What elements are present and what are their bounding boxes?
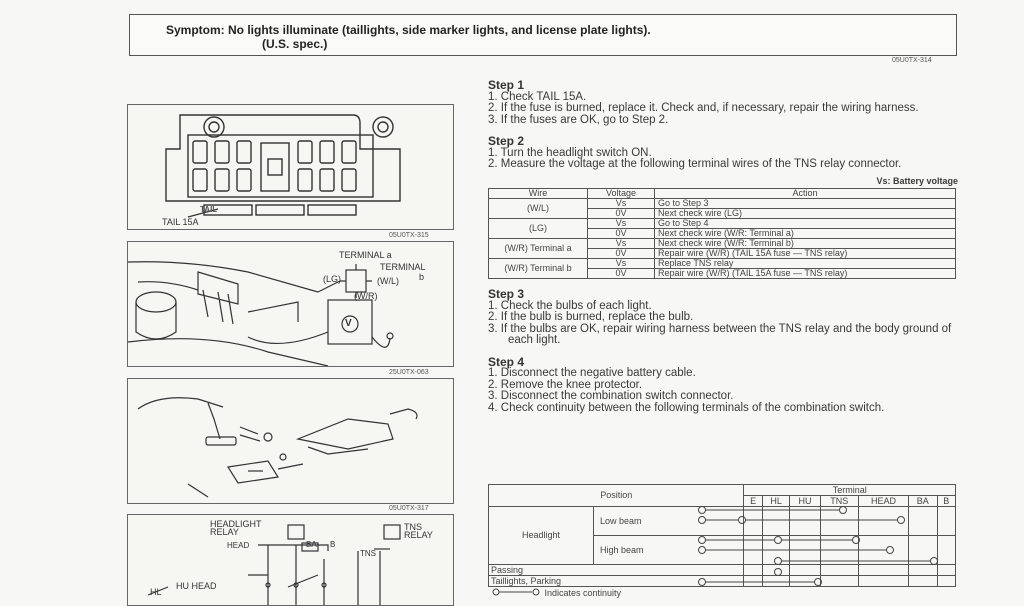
symptom-line2: (U.S. spec.): [262, 37, 328, 51]
terminal-name: B: [937, 496, 955, 507]
table-row: [489, 259, 956, 269]
wl-label: (W/L): [377, 276, 399, 286]
voltage-table: [488, 188, 956, 279]
action-cell: Go to Step 4: [655, 219, 956, 229]
voltage-header: Voltage: [588, 189, 655, 199]
voltage-cell: Vs: [588, 239, 655, 249]
symptom-line1: Symptom: No lights illuminate (taillights, side marker lights, and license plate lights).: [166, 23, 651, 37]
connector-drawing: [128, 242, 453, 366]
terminal-name: HU: [790, 496, 820, 507]
step1-item: 1. Check TAIL 15A.: [488, 90, 587, 103]
table-row: [489, 219, 956, 229]
action-cell: Go to Step 3: [655, 199, 956, 209]
headlight-relay-label: HEADLIGHT RELAY: [210, 519, 262, 537]
position-header: Position: [489, 485, 744, 507]
ba-label: BA: [306, 540, 317, 549]
step1-item: 2. If the fuse is burned, replace it. Check and, if necessary, repair the wiring harness.: [488, 102, 919, 114]
voltage-cell: 0V: [588, 209, 655, 219]
fuse-tail-text: TAIL: [200, 205, 218, 214]
tail-15a-label: TAIL 15A: [162, 217, 199, 227]
b-label: B: [330, 540, 336, 549]
low-beam-cell: Low beam: [594, 507, 744, 536]
continuity-legend: [492, 588, 621, 598]
step2-title: Step 2: [488, 134, 525, 148]
header-code: 05U0TX-314: [892, 57, 932, 64]
bulbs-drawing: [128, 379, 453, 503]
step3-title: Step 3: [488, 287, 525, 301]
taillights-cell: Taillights, Parking: [489, 576, 744, 587]
lg-label: (LG): [323, 274, 341, 284]
continuity-lines: [690, 504, 956, 588]
terminal-name: HEAD: [858, 496, 908, 507]
legend-text: Indicates continuity: [544, 588, 622, 598]
voltmeter-v: V: [345, 318, 352, 329]
action-cell: Next check wire (LG): [655, 209, 956, 219]
terminal-name: HL: [762, 496, 790, 507]
continuity-symbol-icon: [492, 588, 542, 596]
step4-item: 4. Check continuity between the following terminals of the combination switch.: [488, 401, 885, 414]
terminal-header: Terminal: [744, 485, 956, 496]
step4-item: 1. Disconnect the negative battery cable.: [488, 367, 696, 379]
action-cell: Replace TNS relay: [655, 259, 956, 269]
head-label: HEAD: [227, 541, 250, 550]
terminal-name: TNS: [820, 496, 858, 507]
connector-figure: [127, 241, 454, 367]
table-row: [489, 199, 956, 209]
continuity-header-row: [489, 485, 956, 496]
terminal-name: BA: [909, 496, 937, 507]
action-cell: Next check wire (W/R: Terminal a): [655, 229, 956, 239]
action-cell: Next check wire (W/R: Terminal b): [655, 239, 956, 249]
step4-item: 2. Remove the knee protector.: [488, 378, 643, 391]
step3-item: 1. Check the bulbs of each light.: [488, 299, 652, 312]
wire-cell: (W/L): [489, 199, 588, 219]
fig3-code: 05U0TX-317: [389, 505, 429, 512]
voltage-table-header: [489, 189, 956, 199]
terminal-a-label: TERMINAL a: [339, 250, 392, 260]
symptom-box: [129, 14, 957, 56]
bulbs-figure: [127, 378, 454, 504]
step1-title: Step 1: [488, 78, 525, 92]
wire-cell: (W/R) Terminal a: [489, 239, 588, 259]
action-header: Action: [655, 189, 956, 199]
step3-item: 2. If the bulb is burned, replace the bulb.: [488, 311, 694, 323]
terminal-b-label: TERMINAL b: [380, 262, 426, 282]
wire-cell: (LG): [489, 219, 588, 239]
symptom-text: [166, 23, 651, 51]
tns-relay-label: TNS RELAY: [404, 522, 433, 540]
step4-title: Step 4: [488, 354, 525, 369]
fig2-code: 25U0TX-063: [389, 369, 429, 376]
voltage-cell: Vs: [588, 199, 655, 209]
hl-label: HL: [150, 587, 162, 597]
headlight-cell: Headlight: [489, 507, 594, 565]
wiring-figure: [127, 514, 454, 606]
wire-cell: (W/R) Terminal b: [489, 259, 588, 279]
tns-label: TNS: [360, 549, 376, 558]
fig1-code: 05U0TX-315: [389, 232, 429, 239]
fuse-box-drawing: [128, 105, 453, 229]
voltage-cell: 0V: [588, 229, 655, 239]
table-row: [489, 239, 956, 249]
step4-item: 3. Disconnect the combination switch connector.: [488, 390, 734, 402]
passing-cell: Passing: [489, 565, 744, 576]
high-beam-cell: High beam: [594, 536, 744, 565]
step2-item: 1. Turn the headlight switch ON.: [488, 146, 652, 159]
battery-voltage-note: Vs: Battery voltage: [876, 175, 958, 186]
action-cell: Repair wire (W/R) (TAIL 15A fuse — TNS relay): [655, 269, 956, 279]
wire-header: Wire: [489, 189, 588, 199]
step3-item: 3. If the bulbs are OK, repair wiring harness between the TNS relay and the body ground of each light.: [488, 322, 952, 346]
action-cell: Repair wire (W/R) (TAIL 15A fuse — TNS relay): [655, 249, 956, 259]
wr-label: (W/R): [354, 291, 378, 301]
terminal-name: E: [744, 496, 762, 507]
step1-item: 3. If the fuses are OK, go to Step 2.: [488, 113, 669, 126]
voltage-cell: 0V: [588, 269, 655, 279]
step2-item: 2. Measure the voltage at the following terminal wires of the TNS relay connector.: [488, 158, 902, 170]
fuse-box-figure: [127, 104, 454, 230]
steps-column: [488, 80, 958, 414]
hu-head-label: HU HEAD: [176, 581, 217, 591]
voltage-cell: 0V: [588, 249, 655, 259]
voltage-cell: Vs: [588, 219, 655, 229]
voltage-cell: Vs: [588, 259, 655, 269]
